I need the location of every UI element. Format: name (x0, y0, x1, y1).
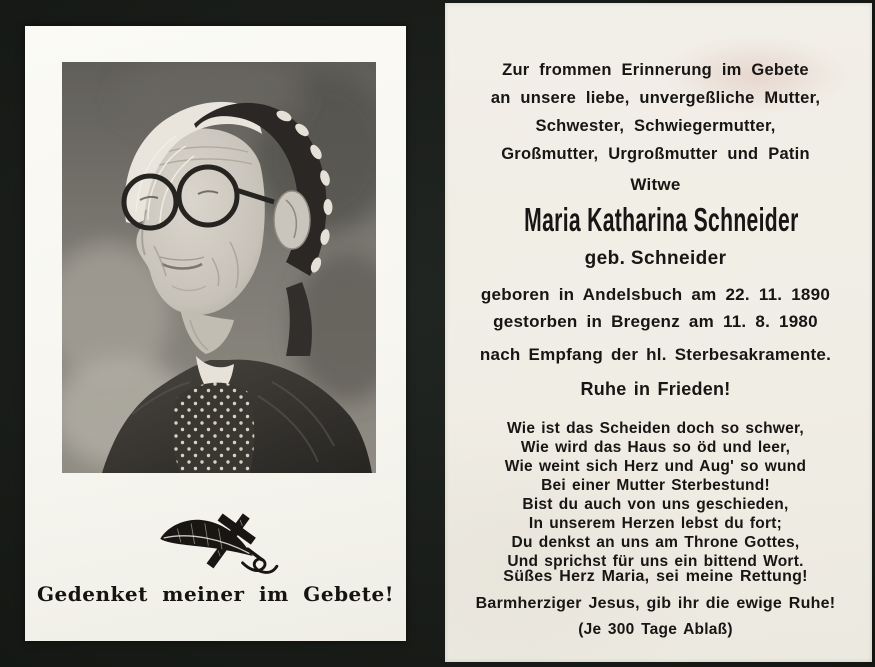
maiden-name: geb. Schneider (584, 248, 727, 269)
intro-line-4: Großmutter, Urgroßmutter und Patin (501, 145, 810, 163)
cross-and-palm-icon (150, 508, 282, 580)
prayer-maria-line: Süßes Herz Maria, sei meine Rettung! (503, 568, 808, 585)
intro-line-2: an unsere liebe, unvergeßliche Mutter, (490, 89, 821, 107)
rest-in-peace-line: Ruhe in Frieden! (580, 379, 731, 399)
poem-line-5: Bist du auch von uns geschieden, (522, 496, 789, 513)
deceased-name-text: Maria Katharina Schneider (524, 201, 799, 238)
intro-line-3: Schwester, Schwiegermutter, (535, 117, 776, 135)
portrait-photo-drawing (62, 62, 376, 473)
text-panel (445, 3, 872, 662)
memorial-caption: Gedenket meiner im Gebete! (36, 582, 395, 606)
photo-card (25, 26, 406, 641)
indulgence-line: (Je 300 Tage Ablaß) (578, 621, 733, 638)
sacrament-line: nach Empfang der hl. Sterbesakramente. (479, 345, 832, 364)
poem-line-3: Wie weint sich Herz und Aug' so wund (504, 458, 807, 475)
portrait-photo (62, 62, 376, 473)
memorial-poem (447, 419, 864, 571)
poem-line-1: Wie ist das Scheiden doch so schwer, (507, 420, 804, 437)
deceased-title: Witwe (630, 175, 681, 194)
prayer-jesus-line: Barmherziger Jesus, gib ihr die ewige Ruhe! (475, 595, 836, 612)
death-line: gestorben in Bregenz am 11. 8. 1980 (493, 312, 818, 331)
intro-text (447, 56, 864, 168)
birth-line: geboren in Andelsbuch am 22. 11. 1890 (480, 285, 831, 304)
poem-line-7: Du denkst an uns am Throne Gottes, (511, 534, 800, 551)
poem-line-6: In unserem Herzen lebst du fort; (528, 515, 783, 532)
poem-line-2: Wie wird das Haus so öd und leer, (520, 439, 791, 456)
intro-line-1: Zur frommen Erinnerung im Gebete (502, 61, 809, 79)
poem-line-4: Bei einer Mutter Sterbestund! (541, 477, 770, 494)
deceased-name (447, 202, 864, 238)
poem-line-8: Und sprichst für uns ein bittend Wort. (507, 553, 804, 570)
life-dates (447, 281, 864, 335)
